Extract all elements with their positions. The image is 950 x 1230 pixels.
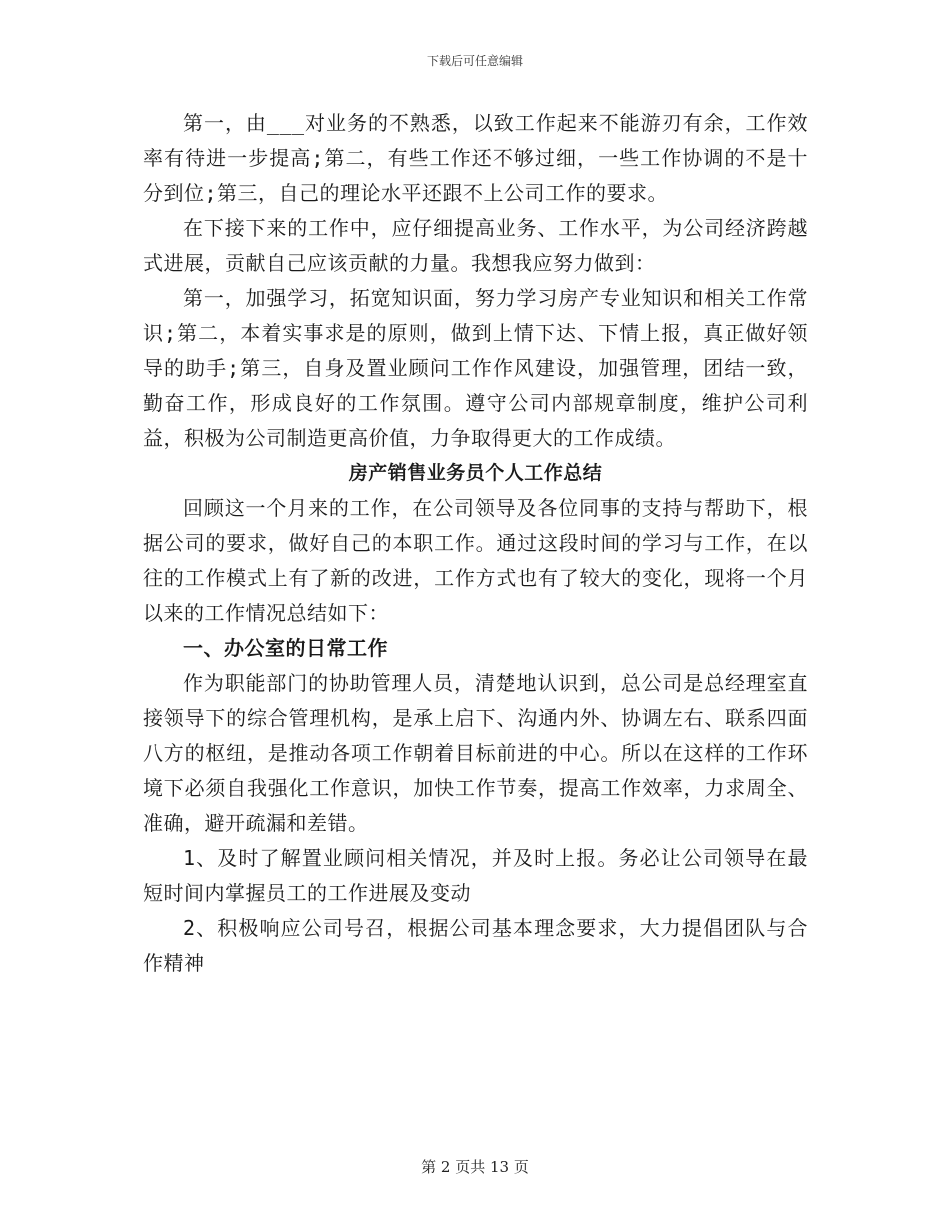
paragraph-3: 第一，加强学习，拓宽知识面，努力学习房产专业知识和相关工作常识;第二，本着实事求是的原则，做到上情下达、下情上报，真正做好领导的助手;第三，自身及置业顾问工作作风建设，加强管理，团结一致，勤奋工作，形成良好的工作氛围。遵守公司内部规章制度，维护公司利益，积极为公司制造更高价值，力争取得更大的工作成绩。 [143,286,808,450]
document-title: 房产销售业务员个人工作总结 [348,462,603,484]
section-heading-1: 一、办公室的日常工作 [183,636,388,660]
paragraph-5: 作为职能部门的协助管理人员，清楚地认识到，总公司是总经理室直接领导下的综合管理机构，是承上启下、沟通内外、协调左右、联系四面八方的枢纽，是推动各项工作朝着目标前进的中心。所以在这样的工作环境下必须自我强化工作意识，加快工作节奏，提高工作效率，力求周全、准确，避开疏漏和差错。 [143,671,808,835]
page-header: 下载后可任意编辑 [426,54,523,68]
document-body [143,106,808,981]
paragraph-1: 第一，由___对业务的不熟悉，以致工作起来不能游刃有余，工作效率有待进一步提高;第二，有些工作还不够过细，一些工作协调的不是十分到位;第三，自己的理论水平还跟不上公司工作的要求。 [143,111,808,205]
paragraph-6: 1、及时了解置业顾问相关情况，并及时上报。务必让公司领导在最短时间内掌握员工的工作进展及变动 [143,846,808,905]
paragraph-4: 回顾这一个月来的工作，在公司领导及各位同事的支持与帮助下，根据公司的要求，做好自己的本职工作。通过这段时间的学习与工作，在以往的工作模式上有了新的改进，工作方式也有了较大的变化，现将一个月以来的工作情况总结如下： [143,496,808,625]
paragraph-7: 2、积极响应公司号召，根据公司基本理念要求，大力提倡团队与合作精神 [143,916,808,975]
paragraph-2: 在下接下来的工作中，应仔细提高业务、工作水平，为公司经济跨越式进展，贡献自己应该贡献的力量。我想我应努力做到： [143,216,808,275]
page-footer: 第 2 页共 13 页 [421,1158,529,1176]
